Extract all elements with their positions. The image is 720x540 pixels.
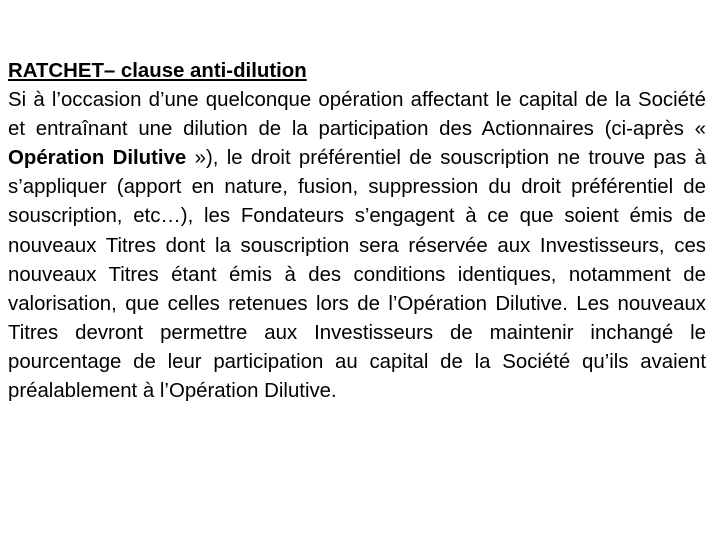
paragraph-part-2: »), le droit préférentiel de souscription ne trouve pas à s’appliquer (apport en nature, fusion, suppression du droit préférentiel de souscription, etc…), les Fondateurs s’engagent à ce que soient émis de nouveaux Titres dont la souscription sera réservée aux Investisseurs, ces nouveaux Titres étant émis à des conditions identiques, notamment de valorisation, que celles retenues lors de l’Opération Dilutive. Les nouveaux Titres devront permettre aux Investisseurs de maintenir inchangé le pourcentage de leur participation au capital de la Société qu’ils avaient préalablement à l’Opération Dilutive. [8, 147, 706, 403]
clause-text-block [8, 57, 706, 406]
paragraph-part-1: Si à l’occasion d’une quelconque opération affectant le capital de la Société et entraînant une dilution de la participation des Actionnaires (ci-après « [8, 89, 706, 141]
clause-paragraph [8, 86, 706, 406]
clause-heading: RATCHET– clause anti-dilution [8, 60, 307, 82]
bold-term-operation-dilutive: Opération Dilutive [8, 147, 187, 170]
